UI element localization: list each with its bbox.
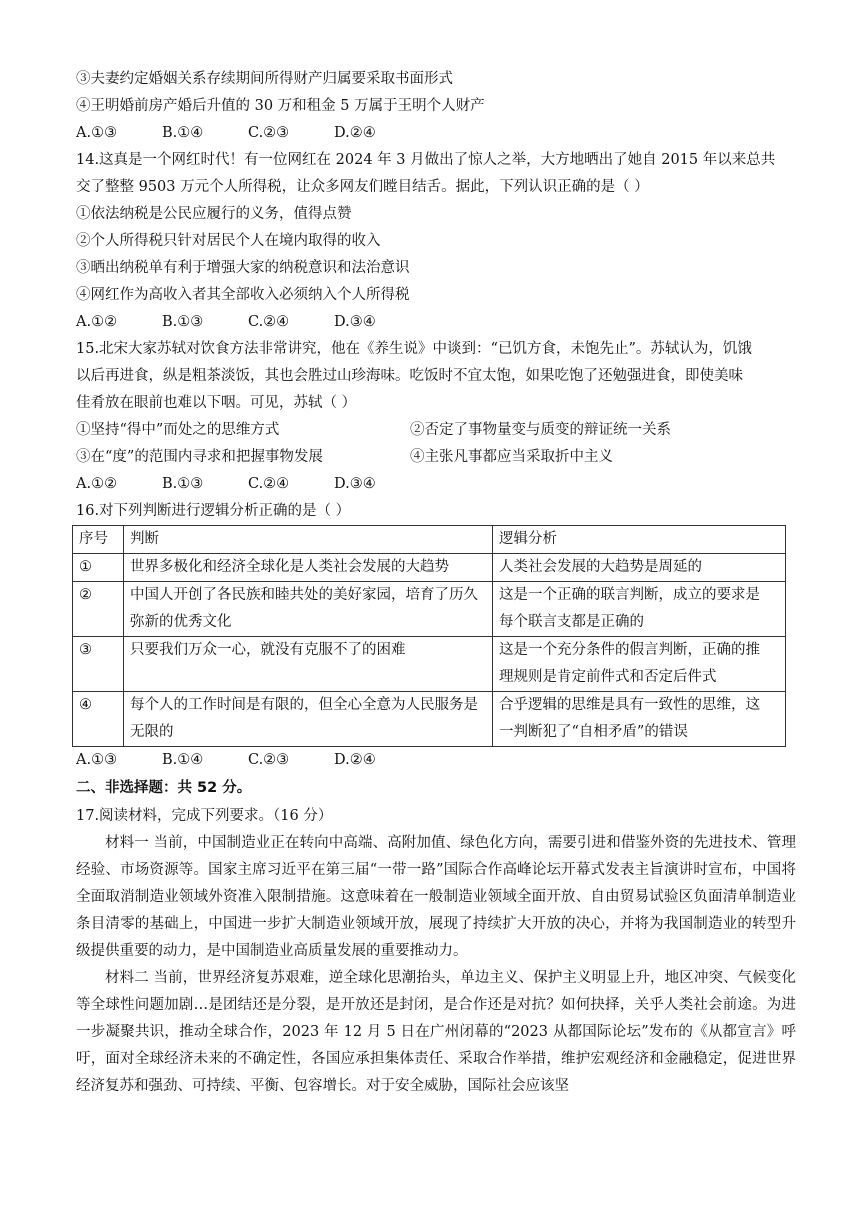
q14-option-a: A.①②	[76, 314, 118, 330]
table-row	[73, 554, 786, 582]
q14-item-1: ①依法纳税是公民应履行的义务，值得点赞	[76, 206, 352, 222]
row-number: ②	[73, 582, 124, 637]
header-judgement: 判断	[124, 526, 493, 554]
q14-stem-line-2: 交了整整 9503 万元个人所得税，让众多网友们瞠目结舌。据此，下列认识正确的是（ ）	[76, 179, 649, 195]
q14-item-4: ④网红作为高收入者其全部收入必须纳入个人所得税	[76, 287, 410, 303]
section-heading: 二、非选择题：共 52 分。	[76, 780, 252, 796]
q13-options	[76, 120, 796, 147]
table-header-row	[73, 526, 786, 554]
q15-option-d: D.③④	[334, 476, 376, 492]
row-judgement-line-1: 每个人的工作时间是有限的，但全心全意为人民服务是	[130, 697, 478, 713]
q16-option-b: B.①④	[162, 752, 204, 768]
q13-item-3: ③夫妻约定婚姻关系存续期间所得财产归属要采取书面形式	[76, 71, 453, 87]
header-number: 序号	[73, 526, 124, 554]
q13-option-c: C.②③	[248, 125, 290, 141]
row-judgement	[124, 637, 493, 692]
q15-stem-line-3: 佳肴放在眼前也难以下咽。可见，苏轼（ ）	[76, 395, 357, 411]
q16-options	[76, 747, 796, 774]
row-number: ①	[73, 554, 124, 582]
q15-items-row-2	[76, 444, 796, 471]
q15-item-2: ②否定了事物量变与质变的辩证统一关系	[410, 422, 671, 438]
q14-stem-line-1: 14.这真是一个网红时代！有一位网红在 2024 年 3 月做出了惊人之举，大方地晒出了她自 2015 年以来总共	[76, 152, 776, 168]
row-judgement	[124, 554, 493, 582]
row-judgement-line-2: 弥新的优秀文化	[130, 614, 232, 630]
row-analysis-line-2: 理规则是肯定前件式和否定后件式	[499, 669, 717, 685]
q14-option-d: D.③④	[334, 314, 376, 330]
q14-options	[76, 309, 796, 336]
row-analysis	[493, 637, 786, 692]
row-analysis-line-1: 合乎逻辑的思维是具有一致性的思维，这	[499, 697, 760, 713]
row-analysis-line-1: 这是一个充分条件的假言判断，正确的推	[499, 642, 760, 658]
q15-item-1: ①坚持“得中”而处之的思维方式	[76, 422, 280, 438]
row-judgement-line-1: 只要我们万众一心，就没有克服不了的困难	[130, 642, 406, 658]
q15-stem-line-1: 15.北宋大家苏轼对饮食方法非常讲究，他在《养生说》中谈到：“已饥方食，未饱先止”。苏轼认为，饥饿	[76, 341, 752, 357]
row-analysis-line-2: 每个联言支都是正确的	[499, 614, 644, 630]
table-row	[73, 637, 786, 692]
q17-material-1: 材料一 当前，中国制造业正在转向中高端、高附加值、绿色化方向，需要引进和借鉴外资的先进技术、管理经验、市场资源等。国家主席习近平在第三届“一带一路”国际合作高峰论坛开幕式发表主旨演讲时宣布，中国将全面取消制造业领域外资准入限制措施。这意味着在一般制造业领域全面开放、自由贸易试验区负面清单制造业条目清零的基础上，中国进一步扩大制造业领域开放，展现了持续扩大开放的决心，并将为我国制造业的转型升级提供重要的动力，是中国制造业高质量发展的重要推动力。	[76, 835, 796, 959]
q16-stem: 16.对下列判断进行逻辑分析正确的是（ ）	[76, 503, 351, 519]
table-row	[73, 582, 786, 637]
q14-option-c: C.②④	[248, 314, 290, 330]
q13-option-d: D.②④	[334, 125, 376, 141]
exam-page	[76, 66, 796, 1100]
q16-option-a: A.①③	[76, 752, 118, 768]
q16-option-d: D.②④	[334, 752, 376, 768]
row-analysis	[493, 554, 786, 582]
table-row	[73, 692, 786, 747]
row-judgement	[124, 582, 493, 637]
q16-logic-table	[72, 525, 786, 747]
q15-item-4: ④主张凡事都应当采取折中主义	[410, 449, 613, 465]
row-analysis	[493, 582, 786, 637]
row-analysis	[493, 692, 786, 747]
q14-option-b: B.①③	[162, 314, 204, 330]
row-analysis-line-1: 这是一个正确的联言判断，成立的要求是	[499, 587, 760, 603]
q15-option-b: B.①③	[162, 476, 204, 492]
row-analysis-line-2: 一判断犯了“自相矛盾”的错误	[499, 724, 688, 740]
q14-item-2: ②个人所得税只针对居民个人在境内取得的收入	[76, 233, 381, 249]
q14-item-3: ③晒出纳税单有利于增强大家的纳税意识和法治意识	[76, 260, 410, 276]
q13-item-4: ④王明婚前房产婚后升值的 30 万和租金 5 万属于王明个人财产	[76, 98, 485, 114]
q15-option-a: A.①②	[76, 476, 118, 492]
q15-options	[76, 471, 796, 498]
q15-stem-line-2: 以后再进食，纵是粗茶淡饭，其也会胜过山珍海味。吃饭时不宜太饱，如果吃饱了还勉强进食，即使美味	[76, 368, 743, 384]
row-judgement-line-2: 无限的	[130, 724, 174, 740]
q13-option-b: B.①④	[162, 125, 204, 141]
row-number: ③	[73, 637, 124, 692]
q13-option-a: A.①③	[76, 125, 118, 141]
header-analysis: 逻辑分析	[493, 526, 786, 554]
q15-item-3: ③在“度”的范围内寻求和把握事物发展	[76, 449, 323, 465]
q15-option-c: C.②④	[248, 476, 290, 492]
row-judgement	[124, 692, 493, 747]
q15-items-row-1	[76, 417, 796, 444]
q17-stem: 17.阅读材料，完成下列要求。（16 分）	[76, 808, 333, 824]
q16-option-c: C.②③	[248, 752, 290, 768]
row-judgement-line-1: 世界多极化和经济全球化是人类社会发展的大趋势	[130, 559, 449, 575]
row-number: ④	[73, 692, 124, 747]
q17-material-2: 材料二 当前，世界经济复苏艰难，逆全球化思潮抬头，单边主义、保护主义明显上升，地区冲突、气候变化等全球性问题加剧…是团结还是分裂，是开放还是封闭，是合作还是对抗？如何抉择，关乎人类社会前途。为进一步凝聚共识，推动全球合作，2023 年 12 月 5 日在广州闭幕的“2023 从都国际论坛”发布的《从都宣言》呼吁，面对全球经济未来的不确定性，各国应承担集体责任、采取合作举措，维护宏观经济和金融稳定，促进世界经济复苏和强劲、可持续、平衡、包容增长。对于安全威胁，国际社会应该坚	[76, 970, 796, 1094]
row-analysis-line-1: 人类社会发展的大趋势是周延的	[499, 559, 702, 575]
row-judgement-line-1: 中国人开创了各民族和睦共处的美好家园，培育了历久	[130, 587, 478, 603]
